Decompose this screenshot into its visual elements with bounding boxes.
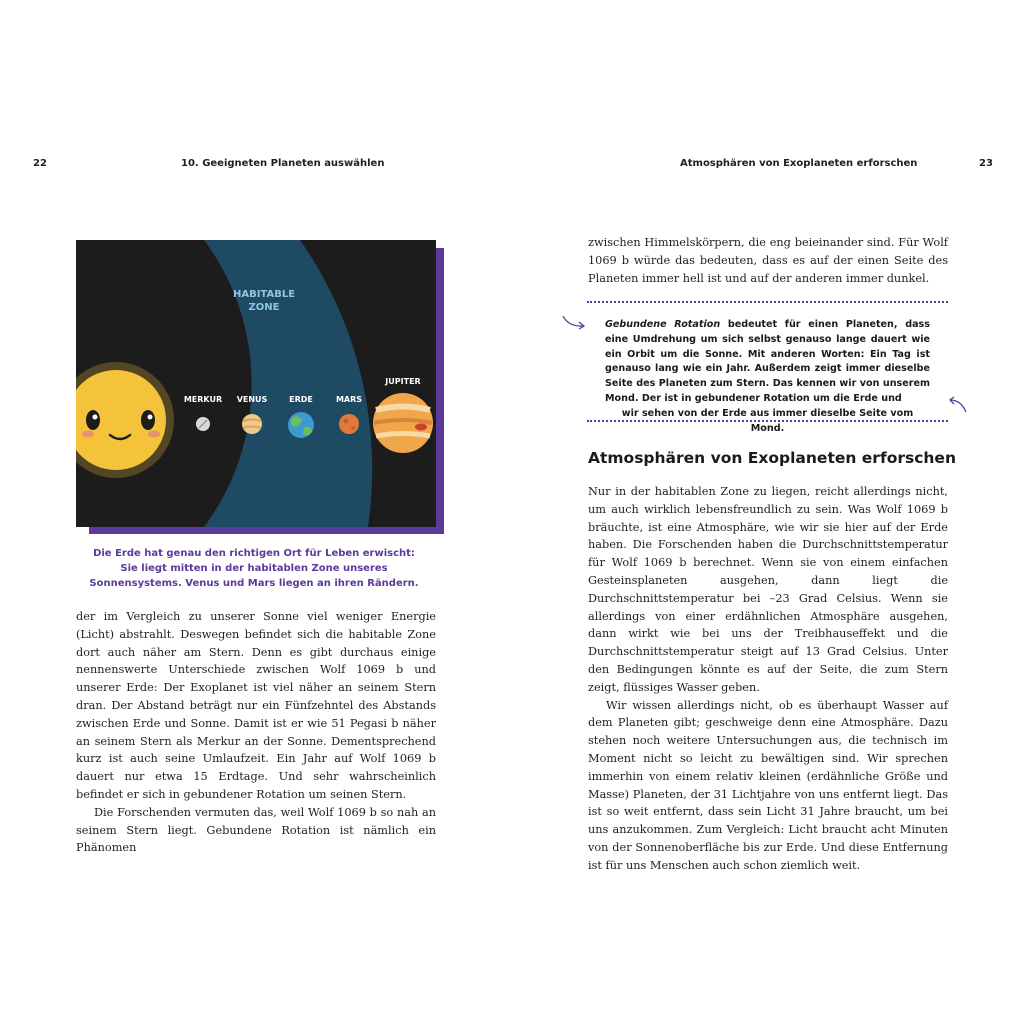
left-body-text [76,608,436,857]
planet-label-mars: MARS [335,395,363,404]
right-paragraph-1: Nur in der habitablen Zone zu liegen, reicht allerdings nicht, um auch wirklich lebensfreundlich zu sein. Was Wolf 1069 b bräuchte, ist eine Atmosphäre, wie wir sie hier auf der Erde haben. Die Forschenden haben die Durchschnittstemperatur für Wolf 1069 b berechnet. Wenn sie von einem einfachen Gesteinsplaneten ausgehen, dann liegt die Durchschnittstemperatur bei –23 Grad Celsius. Wenn sie allerdings von einer erdähnlichen Atmosphäre ausgehen, dann wirkt wie bei uns der Treibhauseffekt und die Durchschnittstemperatur steigt auf 13 Grad Celsius. Unter den Bedingungen könnte es auf der Seite, die zum Stern zeigt, flüssiges Wasser geben. [588,485,948,694]
solar-system-illustration [76,240,436,527]
definition-last-line: wir sehen von der Erde aus immer dieselbe Seite vom Mond. [621,407,914,434]
jupiter-icon [373,393,433,453]
right-page-number: 23 [979,158,993,169]
mercury-icon [196,417,210,431]
definition-term: Gebundene Rotation [605,319,721,330]
venus-icon [242,414,262,434]
left-running-title: 10. Geeigneten Planeten auswählen [181,158,385,169]
right-running-title: Atmosphären von Exoplaneten erforschen [680,158,918,169]
planet-label-venus: VENUS [236,395,268,404]
mars-icon [339,414,359,434]
planet-label-jupiter: JUPITER [385,377,421,386]
curved-arrow-right-icon [947,396,969,414]
left-page-number: 22 [33,158,47,169]
definition-top-divider [587,301,948,303]
right-body-text [588,483,948,875]
habitable-zone-label [224,289,304,314]
definition-bottom-divider [587,420,948,422]
right-paragraph-2: Wir wissen allerdings nicht, ob es überhaupt Wasser auf dem Planeten gibt; geschweige denn eine Atmosphäre. Dazu stehen noch weitere Untersuchungen aus, die technisch im Moment nicht so leicht zu bewältigen sind. Wir sprechen immerhin von einem relativ kleinen (erdähnliche Größe und Masse) Planeten, der 31 Lichtjahre von uns entfernt liegt. Das ist so weit entfernt, dass sein Licht 31 Jahre braucht, um bei uns anzukommen. Zum Vergleich: Licht braucht acht Minuten von der Sonnenoberfläche bis zur Erde. Und diese Entfernung ist für uns Menschen auch schon ziemlich weit. [588,698,948,872]
right-top-paragraph: zwischen Himmelskörpern, die eng beieinander sind. Für Wolf 1069 b würde das bedeuten, dass es auf der einen Seite des Planeten immer hell ist und auf der anderen immer dunkel. [588,236,948,285]
definition-body [605,318,930,407]
planet-label-merkur: MERKUR [183,395,223,404]
planet-label-erde: ERDE [289,395,313,404]
habitable-zone-label-line1: HABITABLE [232,289,296,300]
left-paragraph-1: der im Vergleich zu unserer Sonne viel weniger Energie (Licht) abstrahlt. Deswegen befindet sich die habitable Zone dort auch näher am Stern. Denn es gibt durchaus einige nennenswerte Unterschiede zwischen Wolf 1069 b und unserer Erde: Der Exoplanet ist viel näher an seinem Stern dran. Der Abstand beträgt nur ein Fünfzehntel des Abstands zwischen Erde und Sonne. Damit ist er wie 51 Pegasi b näher an seinem Stern als Merkur an der Sonne. Dementsprechend kurz ist auch seine Umlaufzeit. Ein Jahr auf Wolf 1069 b dauert nur etwa 15 Erdtage. Und sehr wahrscheinlich befindet er sich in gebundener Rotation um seinen Stern. [76,610,436,801]
figure-caption: Die Erde hat genau den richtigen Ort für Leben erwischt: Sie liegt mitten in der habitablen Zone unseres Sonnensystems. Venus und Mars liegen an ihren Rändern. [89,548,419,589]
right-top-text [588,234,948,287]
definition-box [605,318,930,436]
habitable-zone-label-line2: ZONE [248,301,280,313]
curved-arrow-left-icon [561,313,587,331]
section-heading: Atmosphären von Exoplaneten erforschen [588,449,956,467]
left-paragraph-2: Die Forschenden vermuten das, weil Wolf 1069 b so nah an seinem Stern liegt. Gebundene Rotation ist nämlich ein Phänomen [76,805,436,855]
definition-text: bedeutet für einen Planeten, dass eine Umdrehung um sich selbst genauso lange dauert wie ein Orbit um die Sonne. Mit anderen Worten: Ein Tag ist genauso lang wie ein Jahr. Außerdem zeigt immer dieselbe Seite des Planeten zum Stern. Das kennen wir von unserem Mond. Der ist in gebundener Rotation um die Erde und [605,319,930,404]
earth-icon [288,412,314,438]
illustration-panel [76,240,436,527]
